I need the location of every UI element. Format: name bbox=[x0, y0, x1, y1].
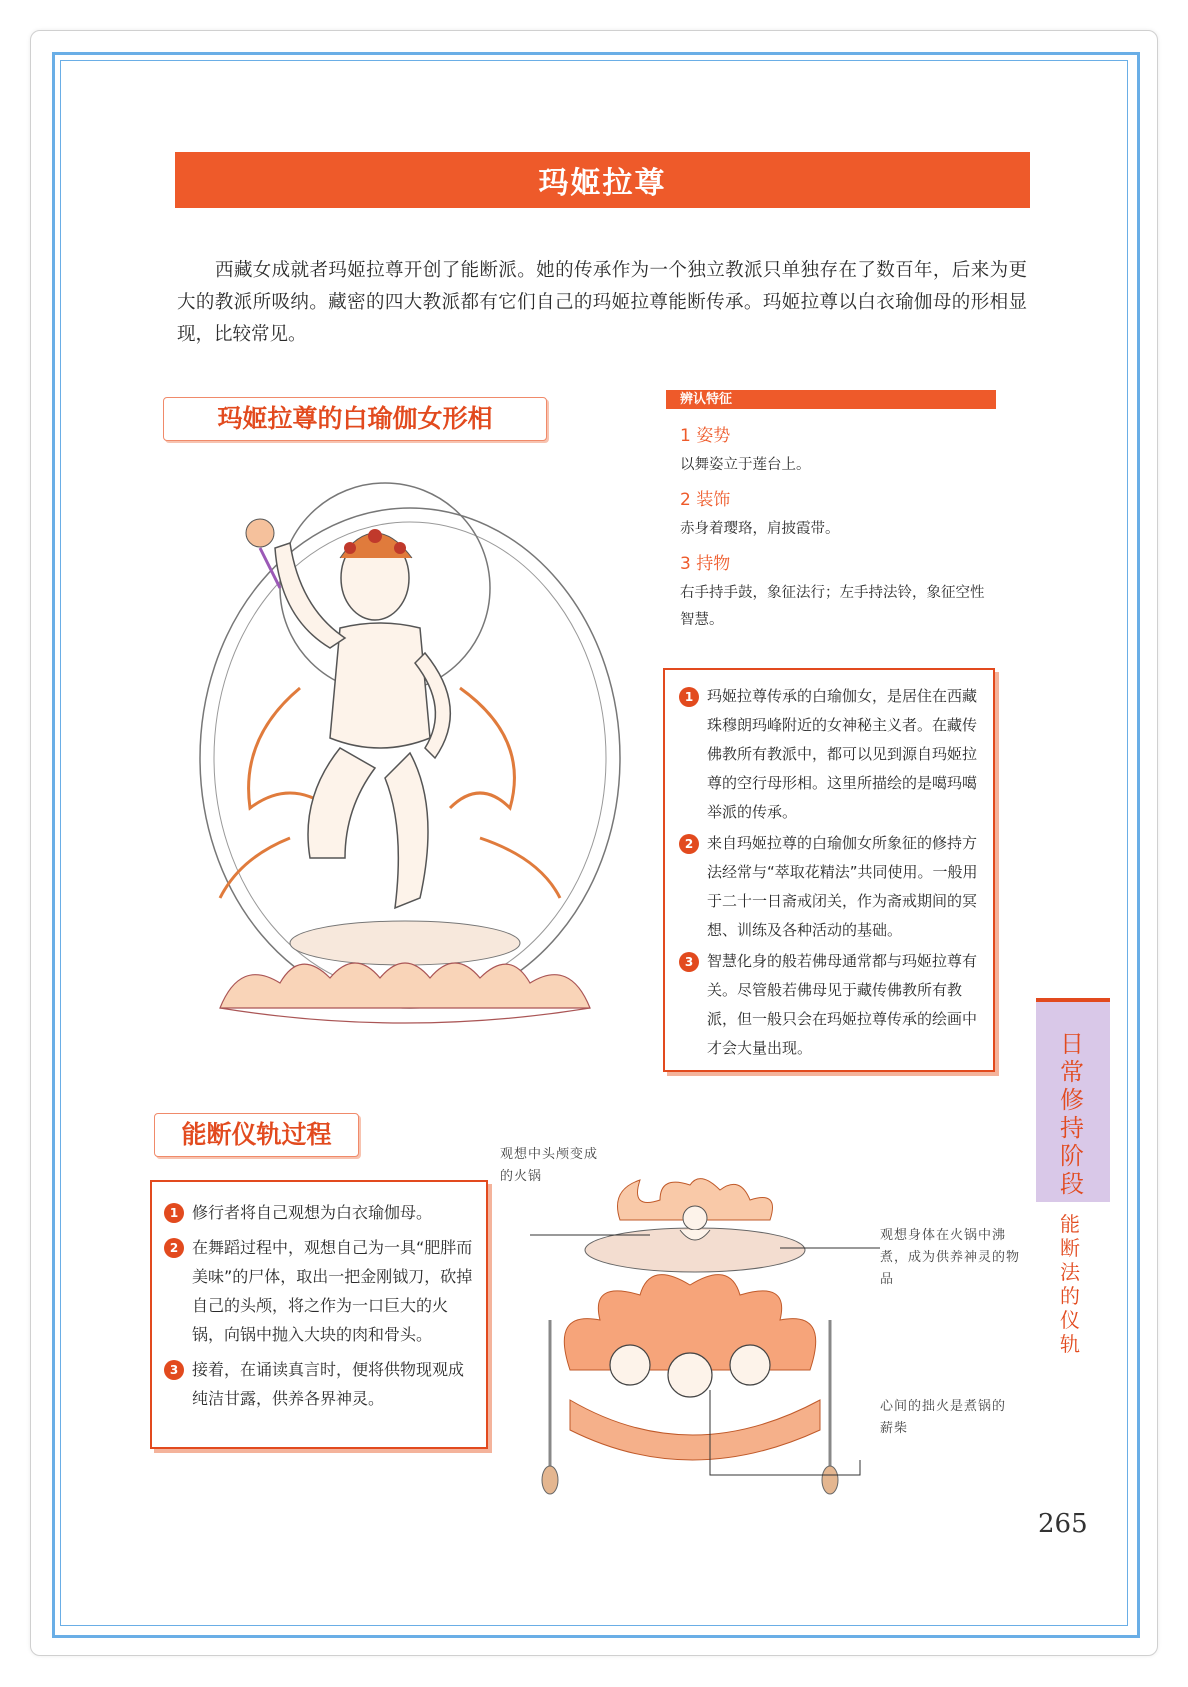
feature-title-attributes: 3 持物 bbox=[680, 554, 731, 574]
note-item bbox=[164, 1355, 474, 1413]
notes-box-right bbox=[663, 668, 995, 1072]
note-number-badge: 3 bbox=[164, 1360, 184, 1380]
page-title: 玛姬拉尊 bbox=[175, 152, 1030, 208]
note-text: 智慧化身的般若佛母通常都与玛姬拉尊有关。尽管般若佛母见于藏传佛教所有教派，但一般只会在玛姬拉尊传承的绘画中才会大量出现。 bbox=[707, 952, 978, 1057]
note-number-badge: 1 bbox=[164, 1203, 184, 1223]
identifying-features-list bbox=[666, 409, 996, 634]
machig-labdron-illustration bbox=[180, 478, 640, 1058]
note-text: 接着，在诵读真言时，便将供物现观成纯洁甘露，供养各界神灵。 bbox=[192, 1360, 465, 1408]
chapter-side-tab-label: 日常修持阶段 bbox=[1060, 1030, 1084, 1198]
feature-title-ornament: 2 装饰 bbox=[680, 490, 731, 510]
section-side-label: 能断法的仪轨 bbox=[1060, 1212, 1080, 1356]
note-item bbox=[679, 947, 979, 1063]
identifying-features-header: 辨认特征 bbox=[666, 390, 996, 409]
note-text: 修行者将自己观想为白衣瑜伽母。 bbox=[192, 1203, 433, 1222]
note-text: 玛姬拉尊传承的白瑜伽女，是居住在西藏珠穆朗玛峰附近的女神秘主义者。在藏传佛教所有教派中，都可以见到源自玛姬拉尊的空行母形相。这里所描绘的是噶玛噶举派的传承。 bbox=[707, 687, 978, 821]
identifying-features bbox=[666, 390, 996, 640]
feature-text-ornament: 赤身着璎珞，肩披霞带。 bbox=[680, 521, 840, 537]
callout-skull-pot: 观想中头颅变成的火锅 bbox=[500, 1147, 599, 1184]
feature-text-posture: 以舞姿立于莲台上。 bbox=[680, 457, 811, 473]
note-item bbox=[164, 1198, 474, 1227]
note-item bbox=[164, 1233, 474, 1349]
notes-box-left bbox=[150, 1180, 488, 1449]
chod-ritual-illustration bbox=[530, 1170, 880, 1500]
note-number-badge: 2 bbox=[164, 1238, 184, 1258]
feature-text-attributes: 右手持手鼓，象征法行；左手持法铃，象征空性智慧。 bbox=[680, 585, 985, 628]
section-heading-ritual: 能断仪轨过程 bbox=[154, 1113, 359, 1157]
note-number-badge: 2 bbox=[679, 834, 699, 854]
note-item bbox=[679, 682, 979, 827]
callout-body-offering: 观想身体在火锅中沸煮，成为供养神灵的物品 bbox=[880, 1228, 1021, 1287]
feature-title-posture: 1 姿势 bbox=[680, 426, 731, 446]
note-number-badge: 3 bbox=[679, 952, 699, 972]
intro-paragraph: 西藏女成就者玛姬拉尊开创了能断派。她的传承作为一个独立教派只单独存在了数百年，后来为更大的教派所吸纳。藏密的四大教派都有它们自己的玛姬拉尊能断传承。玛姬拉尊以白衣瑜伽母的形相显现，比较常见。 bbox=[177, 260, 1027, 345]
page-number: 265 bbox=[1038, 1509, 1088, 1539]
note-text: 在舞蹈过程中，观想自己为一具“肥胖而美味”的尸体，取出一把金刚钺刀，砍掉自己的头颅，将之作为一口巨大的火锅，向锅中抛入大块的肉和骨头。 bbox=[192, 1238, 473, 1344]
callout-inner-fire: 心间的拙火是煮锅的薪柴 bbox=[880, 1399, 1007, 1436]
note-text: 来自玛姬拉尊的白瑜伽女所象征的修持方法经常与“萃取花精法”共同使用。一般用于二十一日斋戒闭关，作为斋戒期间的冥想、训练及各种活动的基础。 bbox=[707, 834, 978, 939]
note-item bbox=[679, 829, 979, 945]
note-number-badge: 1 bbox=[679, 687, 699, 707]
section-heading-form: 玛姬拉尊的白瑜伽女形相 bbox=[163, 397, 547, 441]
